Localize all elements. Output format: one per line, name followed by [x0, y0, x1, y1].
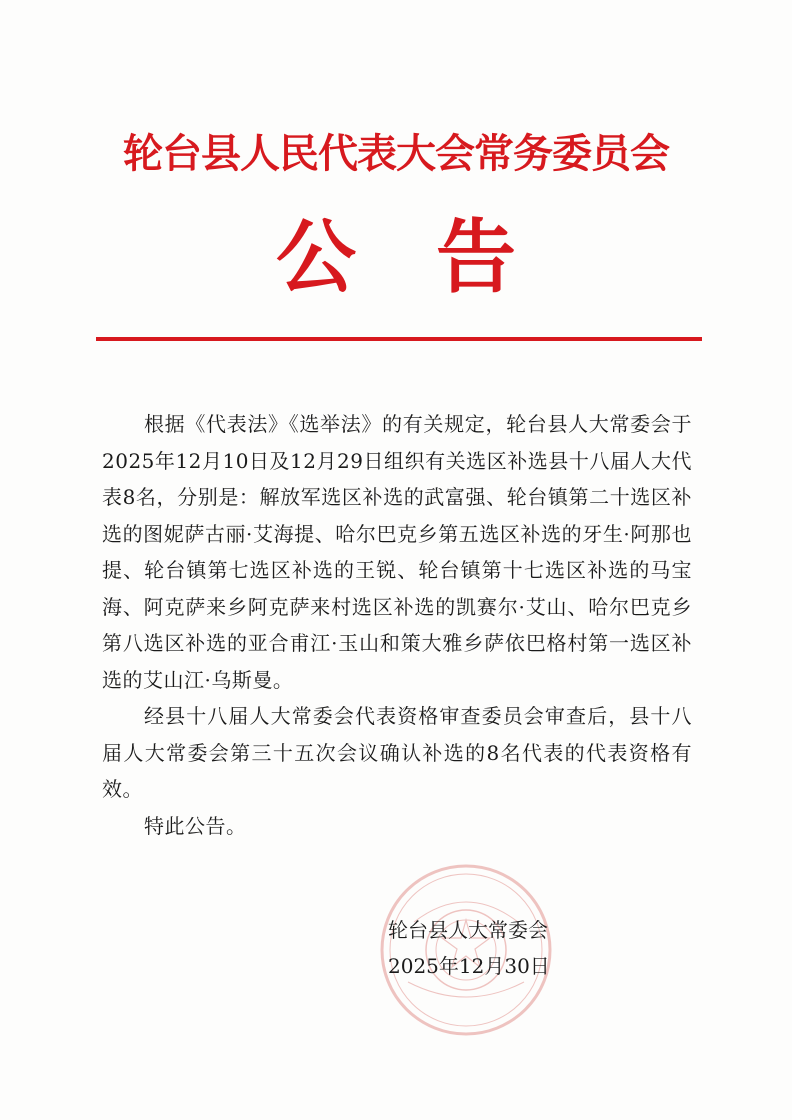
body-paragraph-2: 经县十八届人大常委会代表资格审查委员会审查后，县十八届人大常委会第三十五次会议确认补选的8名代表的代表资格有效。: [102, 704, 692, 801]
signature-block: [388, 912, 578, 984]
signing-date: 2025年12月30日: [388, 954, 550, 978]
body-paragraph-1: 根据《代表法》《选举法》的有关规定，轮台县人大常委会于2025年12月10日及12月29日组织有关选区补选县十八届人大代表8名，分别是：解放军选区补选的武富强、轮台镇第二十选区补选的图妮萨古丽·艾海提、哈尔巴克乡第五选区补选的牙生·阿那也提、轮台镇第七选区补选的王锐、轮台镇第十七选区补选的马宝海、阿克萨来乡阿克萨来村选区补选的凯赛尔·艾山、哈尔巴克乡第八选区补选的亚合甫江·玉山和策大雅乡萨依巴格村第一选区补选的艾山江·乌斯曼。: [102, 412, 692, 692]
issuer-title: 轮台县人民代表大会常务委员会: [123, 131, 669, 177]
document-type-title: 公告: [276, 211, 596, 304]
signing-organization: 轮台县人大常委会: [388, 918, 548, 942]
red-divider-line: [96, 337, 702, 341]
announcement-body: [102, 406, 692, 844]
body-paragraph-3: 特此公告。: [144, 813, 247, 838]
